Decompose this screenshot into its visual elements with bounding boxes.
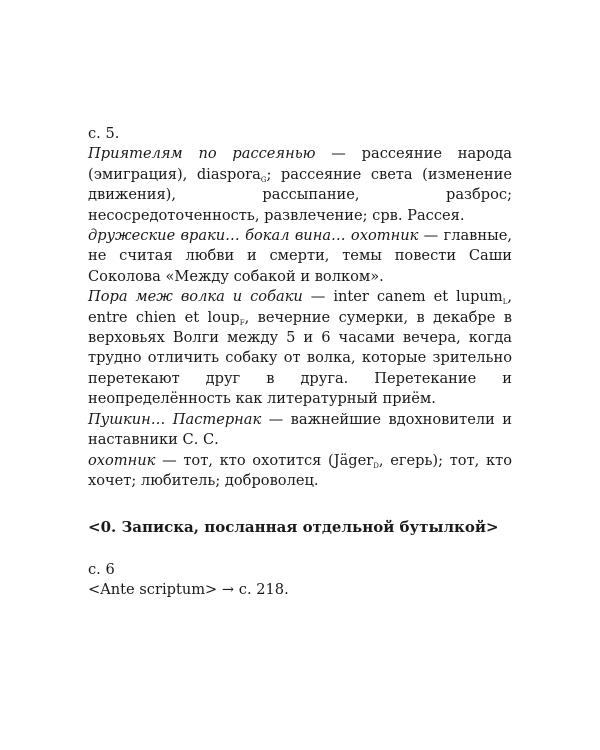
entry-paragraph (88, 451, 512, 492)
entry-term: дружеские враки… бокал вина… охотник (88, 227, 419, 245)
entry-text: — inter canem et lupum (302, 288, 503, 306)
cross-reference: <Ante scriptum> → с. 218. (88, 581, 289, 599)
language-marker: G (260, 175, 267, 184)
language-marker: L (502, 298, 508, 307)
language-marker: D (373, 461, 379, 470)
entry-text: — рассеяние народа (эмиграция), diaspora (88, 145, 512, 183)
page-reference: с. 5. (88, 125, 120, 142)
entry-text: — важнейшие вдохновители и наставники С. С. (88, 410, 512, 449)
language-marker: F (239, 318, 245, 327)
page-reference: с. 6 (88, 560, 115, 578)
entry-text: — тот, кто охотится (Jäger (155, 451, 374, 469)
entry-term: Пора меж волка и собаки (88, 288, 303, 306)
entry-paragraph (88, 287, 512, 409)
section-heading: <0. Записка, посланная отдельной бутылкой> (88, 518, 499, 537)
entry-text: , entre chien et loup (88, 288, 512, 326)
entry-term: Пушкин… Пастернак (88, 410, 262, 428)
entry-paragraph (88, 144, 512, 226)
entry-text: — главные, не считая любви и смерти, темы повести Саши Соколова «Между собакой и волком». (88, 227, 512, 285)
entry-term: Приятелям по рассеянью (88, 145, 316, 163)
entry-text: , вечерние сумерки, в декабре в верховьях Волги между 5 и 6 часами вечера, когда трудно отличить собаку от волка, которые зрительно перетекают друг в друга. Перетекание и неопределённость как литературный приём. (88, 308, 513, 408)
entry-paragraph (88, 226, 512, 287)
document-page (88, 124, 512, 601)
spacer (88, 538, 512, 560)
entry-paragraph (88, 410, 512, 451)
entry-text: , егерь); тот, кто хочет; любитель; доброволец. (88, 451, 512, 489)
entry-term: охотник (88, 451, 156, 469)
entry-text: ; рассеяние света (изменение движения), рассыпание, разброс; несосредоточенность, развлечение; срв. Рассея. (88, 165, 512, 224)
